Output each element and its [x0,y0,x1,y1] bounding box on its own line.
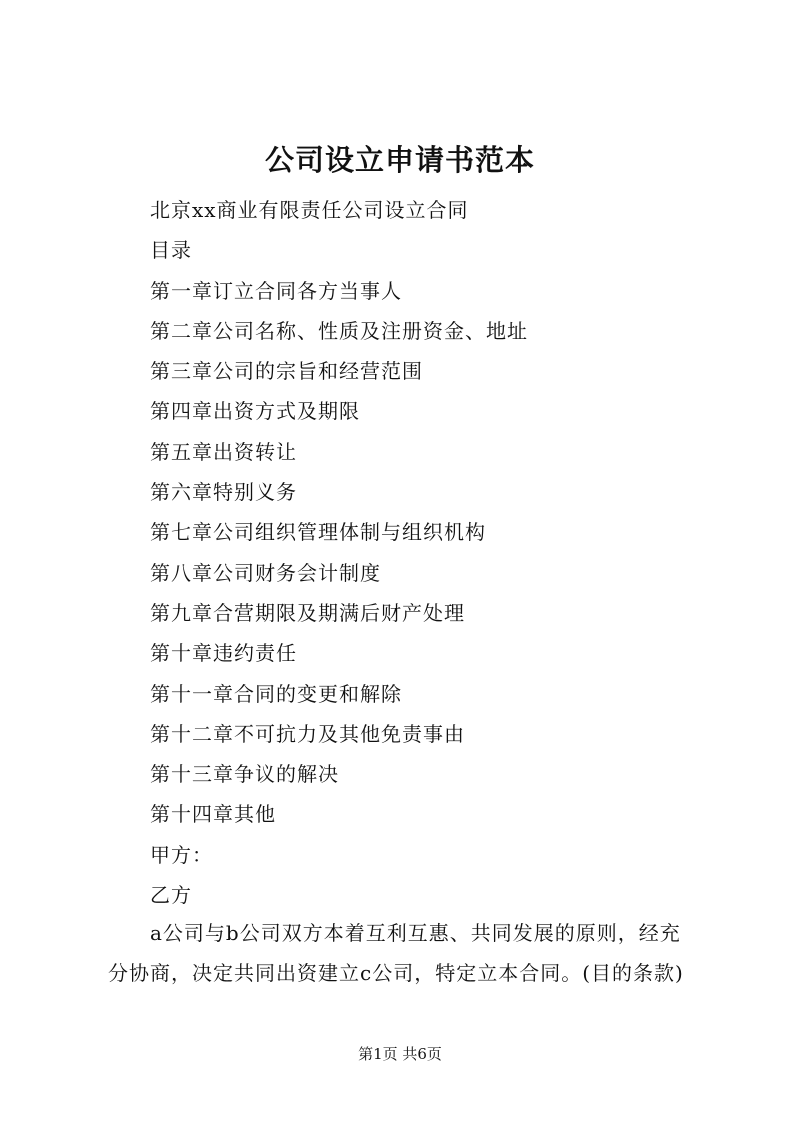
page-number-footer: 第1页 共6页 [358,1045,442,1063]
toc-item: 第十四章其他 [150,802,276,827]
party-b-label: 乙方 [150,883,192,908]
toc-item: 第六章特别义务 [150,480,297,505]
toc-item: 第十章违约责任 [150,641,297,666]
toc-item: 第一章订立合同各方当事人 [150,278,402,303]
toc-item: 第三章公司的宗旨和经营范围 [150,359,423,384]
paragraph-line: a公司与b公司双方本着互利互惠、共同发展的原则，经充 [150,921,681,945]
purpose-paragraph [108,913,720,993]
toc-item: 第九章合营期限及期满后财产处理 [150,600,465,625]
paragraph-line: 分协商，决定共同出资建立c公司，特定立本合同。(目的条款) [108,961,684,985]
subtitle-line: 北京xx商业有限责任公司设立合同 [150,198,469,222]
toc-heading: 目录 [150,238,192,263]
toc-item: 第十二章不可抗力及其他免责事由 [150,721,465,746]
toc-item: 第四章出资方式及期限 [150,399,360,424]
toc-item: 第十三章争议的解决 [150,762,339,787]
toc-item: 第十一章合同的变更和解除 [150,681,402,706]
party-a-label: 甲方： [150,842,213,867]
toc-item: 第二章公司名称、性质及注册资金、地址 [150,318,528,343]
toc-item: 第八章公司财务会计制度 [150,560,381,585]
contents-list [150,190,750,915]
toc-item: 第五章出资转让 [150,439,297,464]
toc-item: 第七章公司组织管理体制与组织机构 [150,520,486,545]
page-title: 公司设立申请书范本 [264,143,535,177]
